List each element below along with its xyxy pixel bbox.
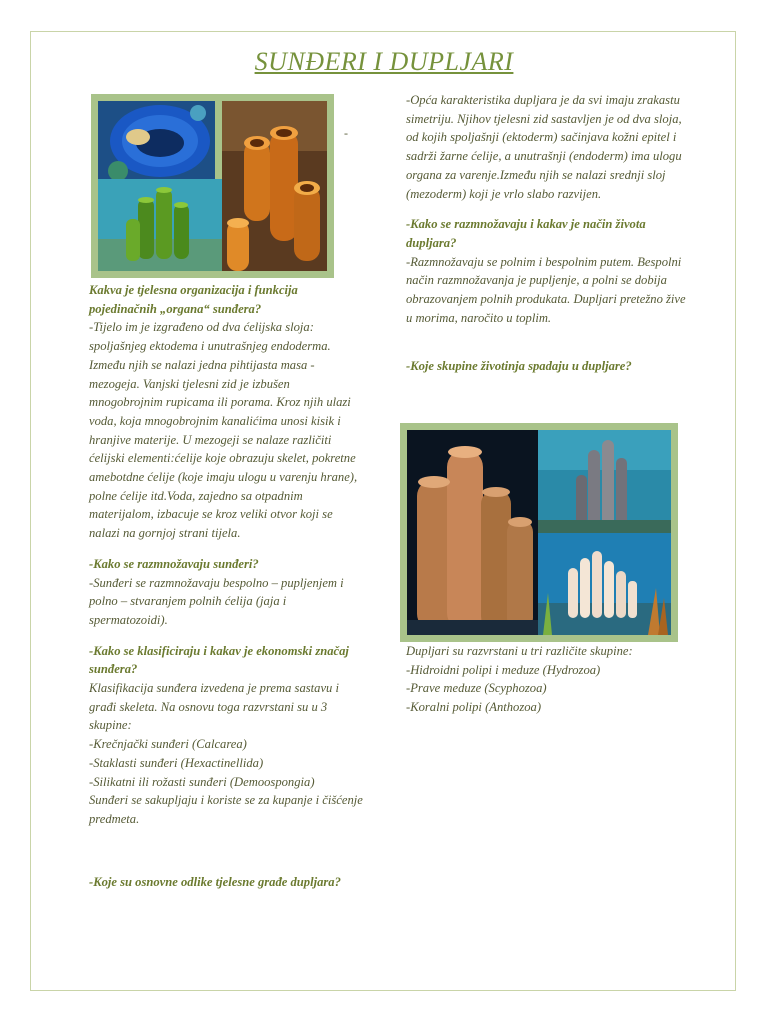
sponge-economic-use: Sunđeri se sakupljaju i koriste se za kupanje i čišćenje predmeta. [89,793,363,826]
hydroid-coral-photo [538,430,671,533]
answer-sponge-classification: Klasifikacija sunđera izvedena je prema sastavu i građi skeleta. Na osnovu toga razvrstani su u 3 skupine: [89,681,339,733]
sponge-class-item: -Staklasti sunđeri (Hexactinellida) [89,755,264,770]
coral-photo-collage [400,423,678,642]
cnidarian-group-item: -Koralni polipi (Anthozoa) [406,700,542,715]
answer-sponge-organization: -Tijelo im je izgrađeno od dva ćelijska sloja: spoljašnjeg ektodema i unutrašnjeg endoderma. Između njih se nalazi jedna pihtijasta masa - mezogeja. Vanjski tjelesni zid je izbušen mnogobrojnim rupicama ili porama. Kroz njih ulazi voda, koja mnogobrojnim kanalićima unosi kisik i hranjive materije. U mezogeji se nalaze različiti ćelijski elementi:ćelije koje obrazuju skelet, pokretne amebotdne ćelije (koje imaju ulogu u varenju hrane), polne ćelije itd.Voda, zajedno sa otpadnim materijalom, izbacuje se kroz veliki otvor koji se nalazi na gornjoj strani tijela. [89,320,358,541]
left-column [89,281,364,891]
answer-cnidarian-reproduction: -Razmnožavaju se polnim i bespolnim putem. Bespolni način razmnožavanja je pupljenje, a polni se dobija obrazovanjem polnih produkata. Dupljari pretežno žive u morima, naročito u toplim. [406,254,686,325]
cnidarian-groups-list [406,642,688,717]
sponge-class-item: -Silikatni ili rožasti sunđeri (Demoospongia) [89,774,315,789]
orange-tube-sponge-photo [222,101,327,271]
page-title: SUNĐERI I DUPLJARI [254,47,514,76]
cnidarian-group-item: -Prave meduze (Scyphozoa) [406,681,547,696]
question-cnidarian-groups: -Koje skupine životinja spadaju u dupljare? [406,359,632,374]
green-sponge-photo [98,179,222,271]
question-sponge-classification: -Kako se klasificiraju i kakav je ekonomski značaj sunđera? [89,643,349,677]
soft-coral-photo [538,533,671,635]
blue-sponge-photo [98,101,215,179]
question-cnidarian-body: -Koje su osnovne odlike tjelesne građe dupljara? [89,874,341,889]
cnidarian-intro: -Opća karakteristika dupljara je da svi imaju zrakastu simetriju. Njihov tjelesni zid sastavljen je od dva sloja, od kojih spoljašnji (ektoderm) sačinjava kožni epitel i sadrži žarne ćelije, a unutrašnji (endoderm) ima ulogu organa za varenje.Između njih se nalazi srednji sloj (mezoderm) koji je vrlo slabo razvijen. [406,93,682,201]
sponge-class-item: -Krečnjački sunđeri (Calcarea) [89,737,247,752]
question-sponge-organization: Kakva je tjelesna organizacija i funkcija pojedinačnih „organa“ sunđera? [89,283,298,316]
sponge-photo-collage [91,94,334,278]
cnidarian-group-item: -Hidroidni polipi i meduze (Hydrozoa) [406,662,601,677]
answer-sponge-reproduction: -Sunđeri se razmnožavaju bespolno – pupljenjem i polno – stvaranjem polnih ćelija (jaja i spermatozoidi). [89,575,344,627]
question-cnidarian-reproduction: -Kako se razmnožavaju i kakav je način života dupljara? [406,217,646,250]
pillar-coral-photo [407,430,538,635]
stray-dash: - [344,126,348,140]
question-sponge-reproduction: -Kako se razmnožavaju sunđeri? [89,556,259,571]
cnidarian-groups-intro: Dupljari su razvrstani u tri različite skupine: [406,644,633,658]
right-column [406,91,688,376]
